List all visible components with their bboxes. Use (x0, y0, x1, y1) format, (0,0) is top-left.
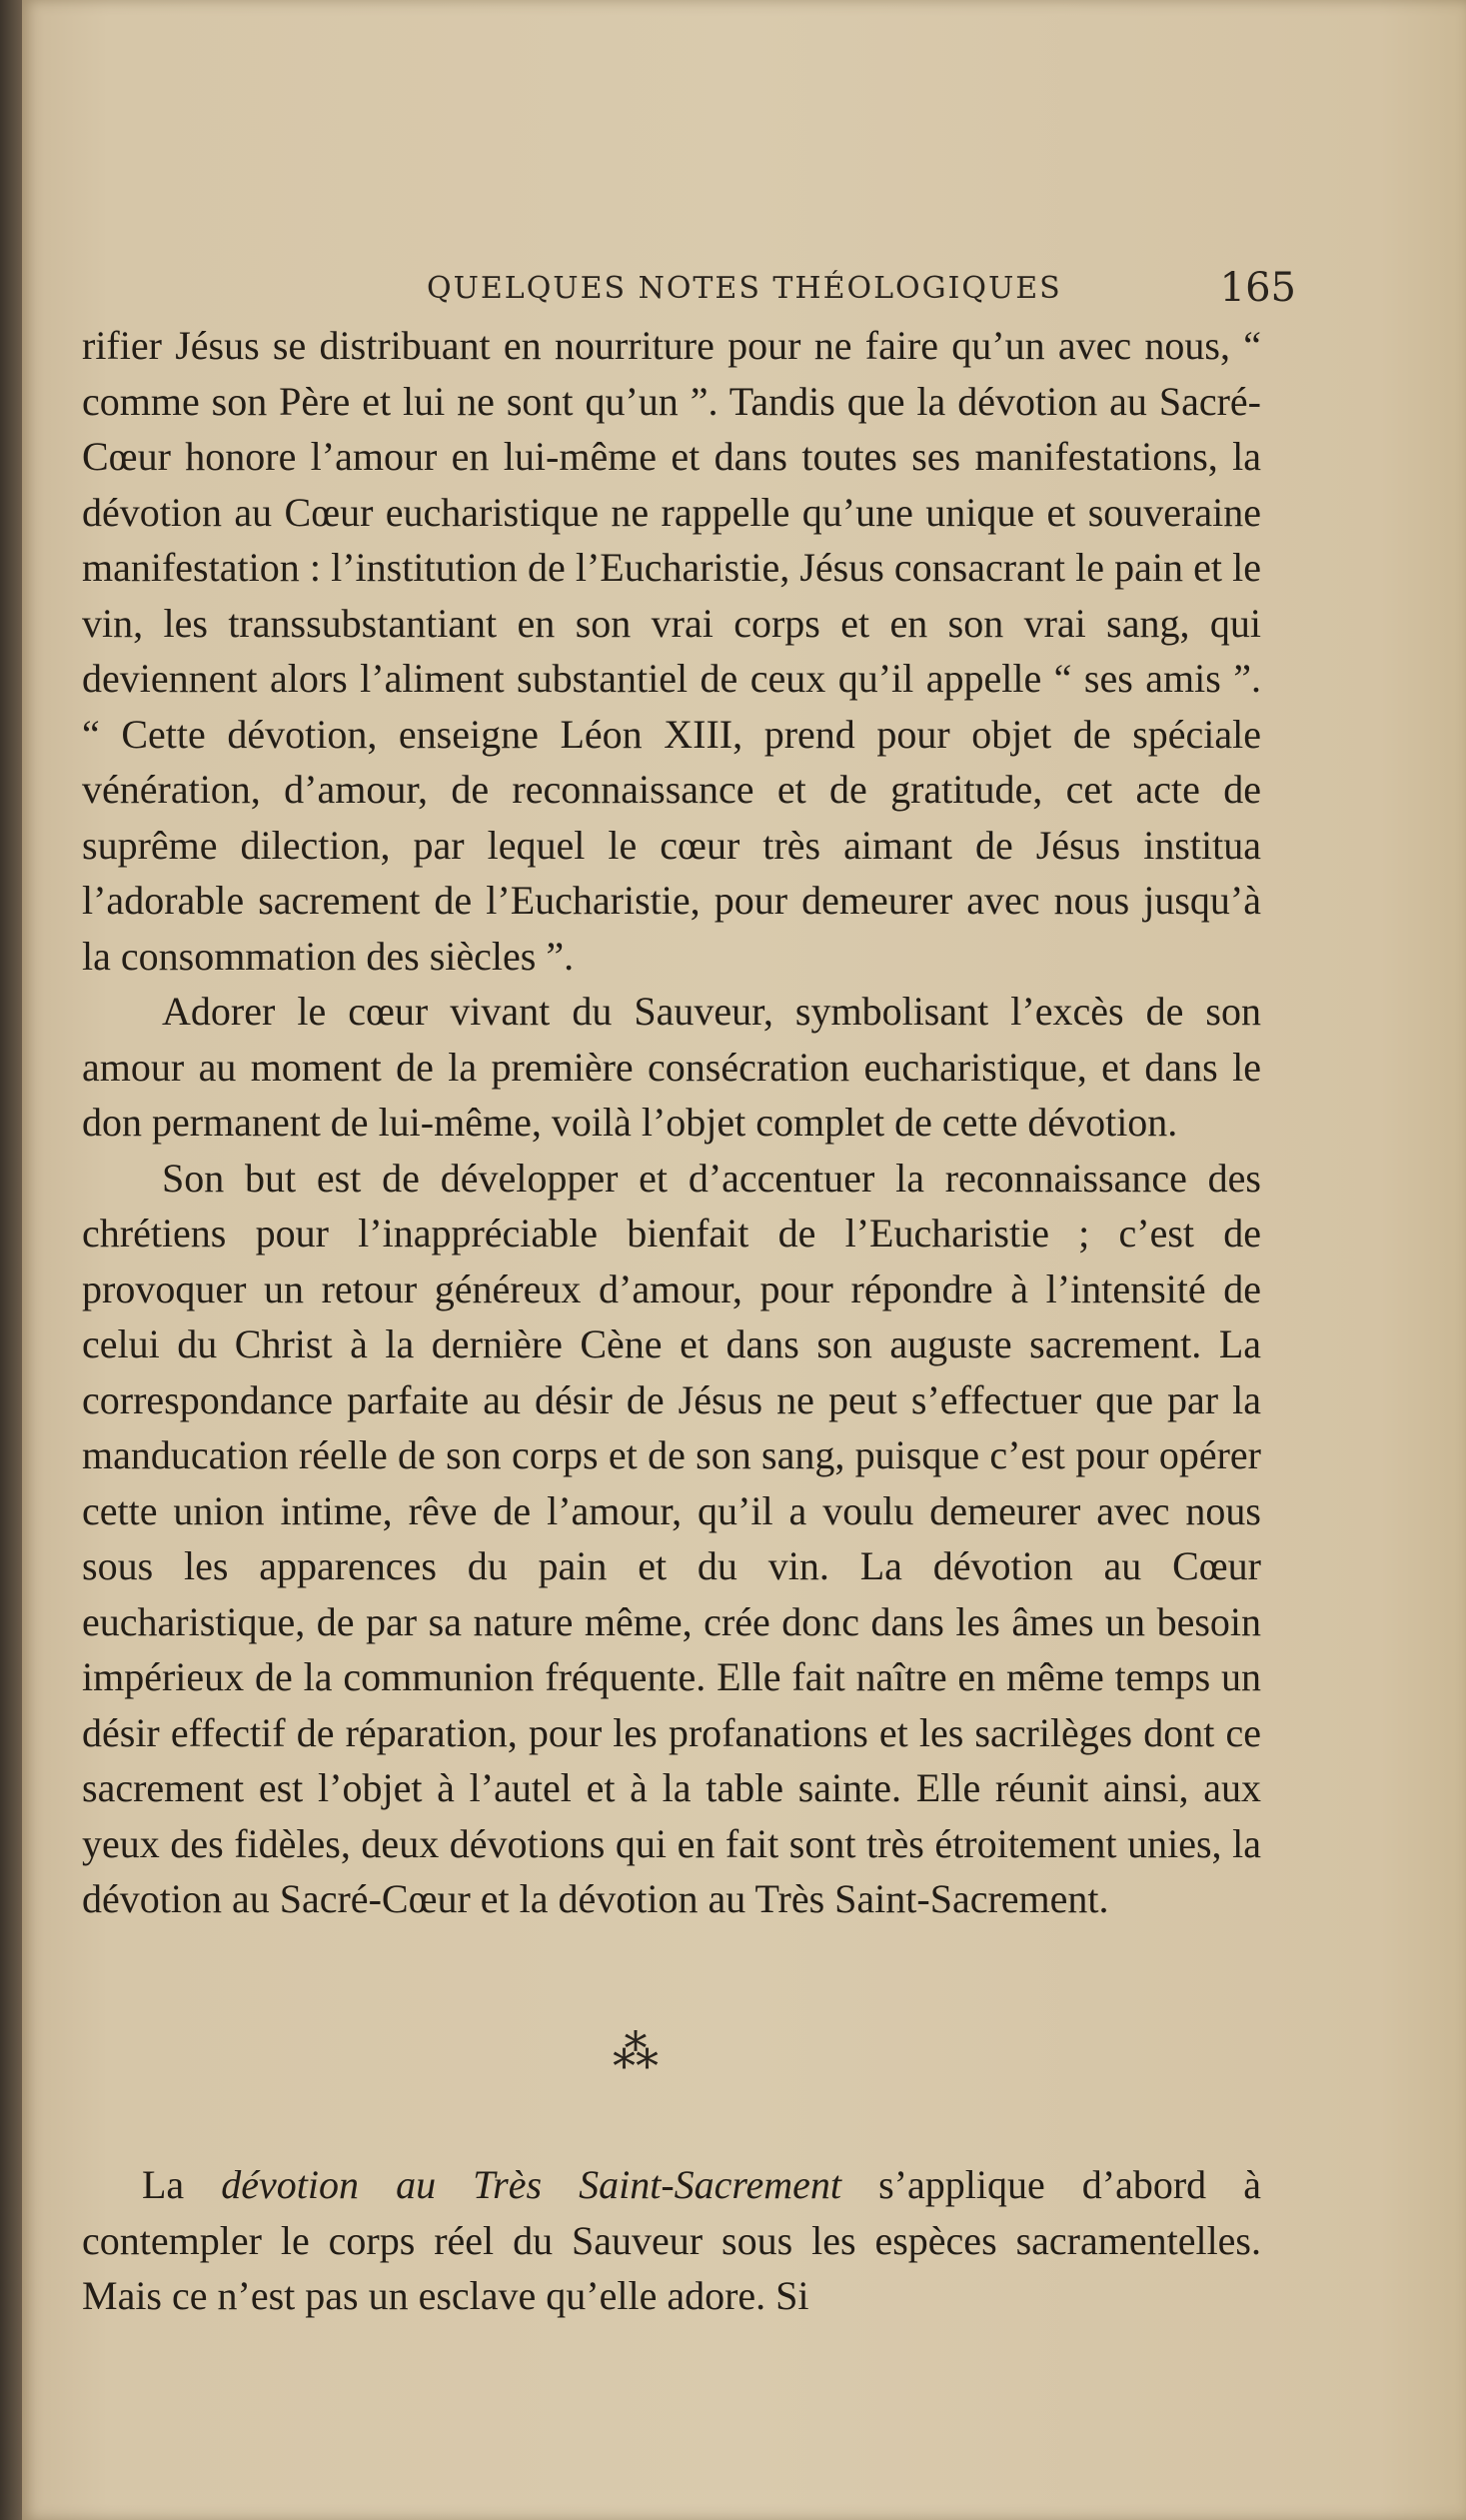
body-text-continued (82, 2157, 1261, 2324)
book-page (22, 0, 1466, 2520)
running-head: QUELQUES NOTES THÉOLOGIQUES (427, 271, 1062, 306)
section-break-asterism: ⁂ (613, 2024, 661, 2078)
page-number: 165 (1219, 265, 1296, 311)
body-text (82, 318, 1261, 1927)
paragraph: Son but est de développer et d’accentuer la reconnaissance des chrétiens pour l’inappréciable bienfait de l’Eucharistie ; c’est de provoquer un retour généreux d’amour, pour répondre à l’intensité de celui du Christ à la dernière Cène et dans son auguste sacrement. La correspondance parfaite au désir de Jésus ne peut s’effectuer que par la manducation réelle de son corps et de son sang, puisque c’est pour opérer cette union intime, rêve de l’amour, qu’il a voulu demeurer avec nous sous les apparences du pain et du vin. La dévotion au Cœur eucharistique, de par sa nature même, crée donc dans les âmes un besoin impérieux de la communion fréquente. Elle fait naître en même temps un désir effectif de réparation, pour les profanations et les sacrilèges dont ce sacrement est l’objet à l’autel et à la table sainte. Elle réunit ainsi, aux yeux des fidèles, deux dévotions qui en fait sont très étroitement unies, la dévotion au Sacré-Cœur et la dévotion au Très Saint-Sacrement. (82, 1155, 1261, 1921)
paragraph: rifier Jésus se distribuant en nourriture pour ne faire qu’un avec nous, “ comme son Père et lui ne sont qu’un ”. Tandis que la dévotion au Sacré-Cœur honore l’amour en lui-même et dans toutes ses manifestations, la dévotion au Cœur eucharistique ne rappelle qu’une unique et souveraine manifestation : l’institution de l’Eucharistie, Jésus consacrant le pain et le vin, les transsubstantiant en son vrai corps et en son vrai sang, qui deviennent alors l’aliment substantiel de ceux qu’il appelle “ ses amis ”. “ Cette dévotion, enseigne Léon XIII, prend pour objet de spéciale vénération, d’amour, de reconnaissance et de gratitude, cet acte de suprême dilection, par lequel le cœur très aimant de Jésus institua l’adorable sacrement de l’Eucharistie, pour demeurer avec nous jusqu’à la consommation des siècles ”. (82, 323, 1261, 979)
paragraph (82, 2157, 1261, 2324)
paragraph-rest: s’applique d’abord à contempler le corps réel du Sauveur sous les espèces sacramentelles. Mais ce n’est pas un esclave qu’elle adore. Si (82, 2162, 1262, 2318)
book-gutter (0, 0, 22, 2520)
italic-phrase: dévotion au Très Saint-Sacrement (221, 2162, 842, 2207)
paragraph-start: La (142, 2162, 222, 2207)
page-header (427, 265, 1296, 315)
paragraph: Adorer le cœur vivant du Sauveur, symbolisant l’excès de son amour au moment de la première consécration eucharistique, et dans le don permanent de lui-même, voilà l’objet complet de cette dévotion. (82, 989, 1261, 1145)
